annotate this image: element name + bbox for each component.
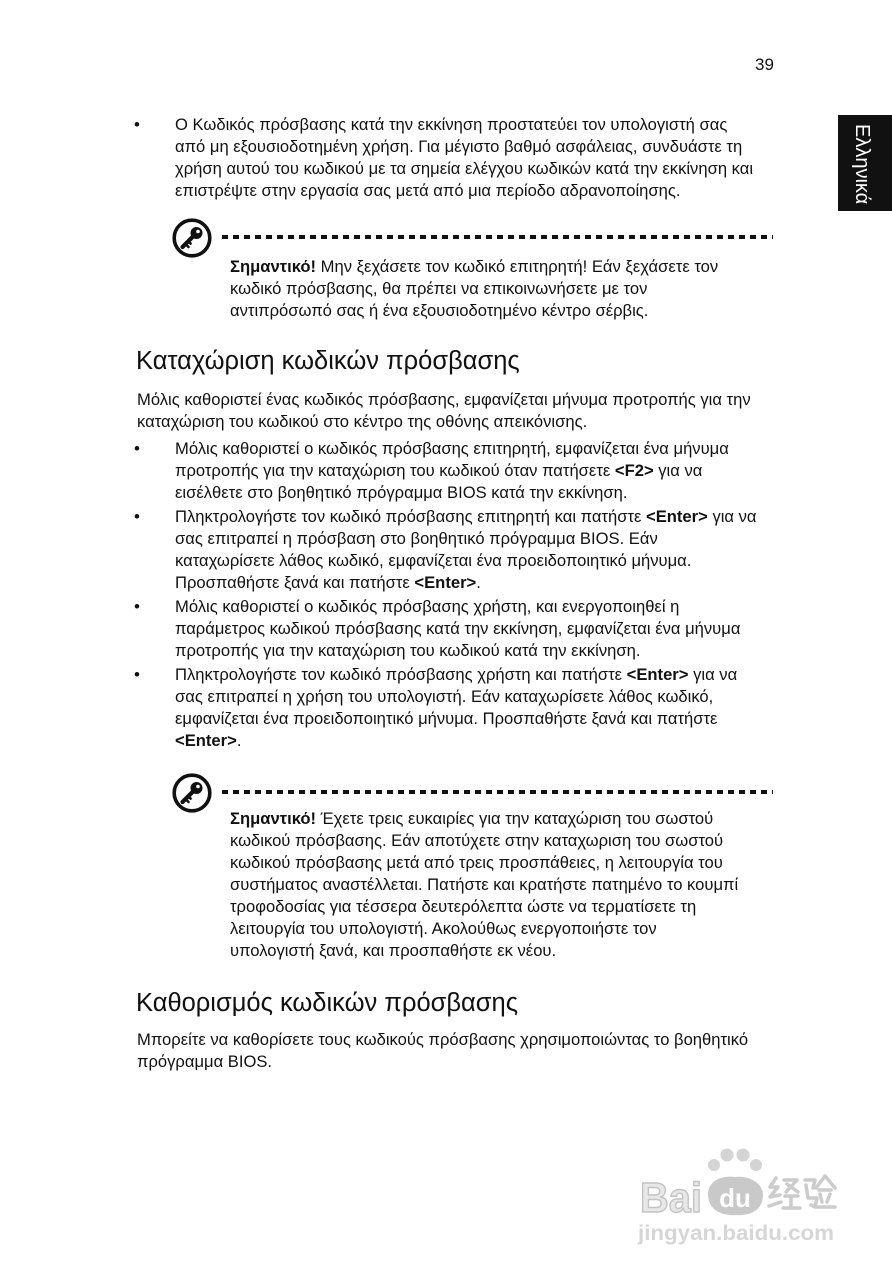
text-line: υπολογιστή ξανά, και προσπαθήστε εκ νέου. — [230, 941, 557, 960]
list-item-text — [175, 596, 740, 662]
text-line: κωδικό πρόσβασης, θα πρέπει να επικοινωνήσετε με τον — [230, 279, 648, 298]
key-label: <F2> — [614, 461, 654, 480]
text-line: Μόλις καθοριστεί ένας κωδικός πρόσβασης, εμφανίζεται μήνυμα προτροπής για την — [137, 390, 751, 409]
text-line: επιστρέψτε στην εργασία σας μετά από μια περίοδο αδρανοποίησης. — [175, 181, 681, 200]
paw-toe — [708, 1159, 720, 1171]
text-line: τροφοδοσίας για τέσσερα δευτερόλεπτα ώστε να τερματίσετε τη — [230, 897, 697, 916]
text-line: προτροπής για την καταχώριση του κωδικού κατά την εκκίνηση. — [175, 641, 641, 660]
bullet-marker: • — [134, 439, 140, 458]
paw-toe — [750, 1159, 762, 1171]
bullet-marker: • — [134, 115, 140, 134]
text-line — [175, 730, 737, 752]
key-hole — [196, 230, 200, 234]
paw-toe — [721, 1149, 734, 1162]
bullet-marker: • — [134, 597, 140, 616]
key-label: <Enter> — [646, 507, 708, 526]
language-tab-label: Ελληνικά — [851, 124, 873, 205]
text-segment: Προσπαθήστε ξανά και πατήστε — [175, 573, 415, 592]
key-icon — [172, 773, 212, 813]
text-segment: Έχετε τρεις ευκαιρίες για την καταχώριση του σωστού — [316, 809, 714, 828]
list-item-text — [175, 506, 757, 594]
key-label: <Enter> — [626, 665, 689, 684]
text-line: παράμετρος κωδικού πρόσβασης κατά την εκκίνηση, εμφανίζεται ένα μήνυμα — [175, 619, 741, 638]
note-text — [230, 808, 738, 962]
text-line — [175, 460, 729, 482]
text-line — [230, 256, 718, 278]
text-line: Ο Κωδικός πρόσβασης κατά την εκκίνηση προστατεύει τον υπολογιστή σας — [175, 115, 728, 134]
text-line: εμφανίζεται ένα προειδοποιητικό μήνυμα. Προσπαθήστε ξανά και πατήστε — [175, 709, 718, 728]
text-line: λειτουργία του υπολογιστή. Ακολούθως ενεργοποιήστε τον — [230, 919, 657, 938]
text-line — [175, 664, 737, 686]
key-label: <Enter> — [414, 573, 477, 592]
text-segment: για να — [653, 461, 703, 480]
text-segment: για να — [707, 507, 757, 526]
text-segment: Μην ξεχάσετε τον κωδικό επιτηρητή! Εάν ξεχάσετε τον — [316, 257, 719, 276]
note-text — [230, 256, 718, 322]
cjk-glyph-2-left — [805, 1180, 817, 1207]
cjk-glyph-1-right — [783, 1180, 800, 1208]
important-label: Σημαντικό! — [230, 809, 317, 828]
text-segment: για να — [688, 665, 738, 684]
text-line: Μπορείτε να καθορίσετε τους κωδικούς πρόσβασης χρησιμοποιώντας το βοηθητικό — [137, 1030, 749, 1049]
key-hole — [196, 785, 200, 789]
text-line: πρόγραμμα BIOS. — [137, 1052, 273, 1071]
watermark-brand-text: Bai — [640, 1174, 702, 1221]
text-line: καταχωρίσετε λάθος κωδικό, εμφανίζεται ένα προειδοποιητικό μήνυμα. — [175, 551, 692, 570]
watermark-cjk-logo — [769, 1176, 835, 1208]
key-icon — [172, 218, 212, 258]
page-number: 39 — [755, 55, 774, 74]
bullet-marker: • — [134, 507, 140, 526]
cjk-glyph-1-left — [769, 1178, 781, 1206]
text-line — [230, 808, 738, 830]
section-heading: Καθορισμός κωδικών πρόσβασης — [136, 989, 518, 1017]
text-segment: προτροπής για την καταχώριση του κωδικού όταν πατήσετε — [175, 461, 615, 480]
section-paragraph — [137, 389, 751, 433]
section-heading: Καταχώριση κωδικών πρόσβασης — [136, 347, 520, 375]
text-line: κωδικού πρόσβασης μετά από τρεις προσπάθειες, η λειτουργία του — [230, 853, 723, 872]
text-line: συστήματος αναστέλλεται. Πατήστε και κρατήστε πατημένο το κουμπί — [230, 875, 739, 894]
note-divider — [222, 235, 773, 239]
text-segment: Πληκτρολογήστε τον κωδικό πρόσβασης χρήστη και πατήστε — [175, 665, 627, 684]
key-label: <Enter> — [175, 731, 237, 750]
bullet-marker: • — [134, 665, 140, 684]
paw-toe — [737, 1149, 750, 1162]
text-line — [175, 506, 757, 528]
text-segment: . — [236, 731, 242, 750]
watermark-url: jingyan.baidu.com — [636, 1222, 834, 1245]
text-line: Μόλις καθοριστεί ο κωδικός πρόσβασης χρήστη, και ενεργοποιηθεί η — [175, 597, 680, 616]
baidu-watermark — [630, 1140, 845, 1250]
text-line: αντιπρόσωπό σας ή ένα εξουσιοδοτημένο κέντρο σέρβις. — [230, 301, 649, 320]
note-divider — [222, 790, 773, 794]
text-line: Μόλις καθοριστεί ο κωδικός πρόσβασης επιτηρητή, εμφανίζεται ένα μήνυμα — [175, 439, 729, 458]
text-line — [175, 572, 757, 594]
text-line: σας επιτραπεί η πρόσβαση στο βοηθητικό πρόγραμμα BIOS. Εάν — [175, 529, 658, 548]
list-item-text — [175, 438, 729, 504]
language-tab — [838, 115, 892, 211]
list-item-text — [175, 114, 753, 202]
text-segment: . — [476, 573, 481, 592]
text-line: εισέλθετε στο βοηθητικό πρόγραμμα BIOS κατά την εκκίνηση. — [175, 483, 628, 502]
text-line: σας επιτραπεί η χρήση του υπολογιστή. Εάν καταχωρίσετε λάθος κωδικό, — [175, 687, 714, 706]
text-line: κωδικού πρόσβασης. Εάν αποτύχετε στην καταχωριση του σωστού — [230, 831, 724, 850]
text-line: από μη εξουσιοδοτημένη χρήση. Για μέγιστο βαθμό ασφάλειας, συνδυάστε τη — [175, 137, 743, 156]
text-line: καταχώριση του κωδικού στο κέντρο της οθόνης απεικόνισης. — [137, 412, 588, 431]
section-paragraph — [137, 1029, 748, 1073]
list-item-text — [175, 664, 737, 752]
text-segment: Πληκτρολογήστε τον κωδικό πρόσβασης επιτηρητή και πατήστε — [175, 507, 647, 526]
text-line: χρήση αυτού του κωδικού με τα σημεία ελέγχου κωδικών κατά την εκκίνηση και — [175, 159, 754, 178]
important-label: Σημαντικό! — [230, 257, 317, 276]
cjk-glyph-2-right — [816, 1176, 835, 1207]
watermark-pad-text: du — [719, 1183, 751, 1213]
